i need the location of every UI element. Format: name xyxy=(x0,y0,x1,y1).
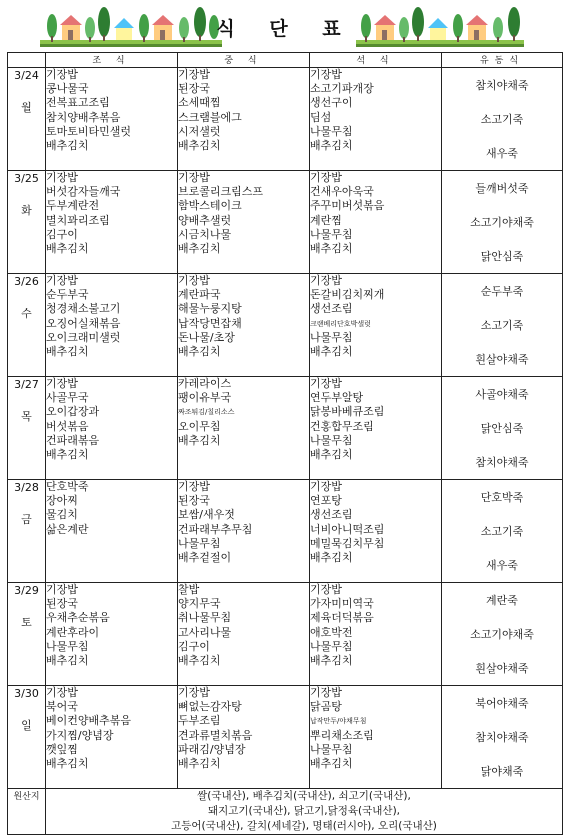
porridge-cell xyxy=(442,171,563,274)
menu-item: 가자미미역국 xyxy=(310,597,374,611)
menu-item: 오이크래미샐럿 xyxy=(46,330,121,344)
porridge-item: 소고기죽 xyxy=(480,319,524,332)
date-label: 3/30 xyxy=(14,687,39,700)
menu-item: 해물누룽지탕 xyxy=(178,302,242,316)
day-cell xyxy=(8,686,46,789)
menu-item: 소세때찜 xyxy=(178,96,221,110)
weekday-label: 화 xyxy=(21,204,32,217)
porridge-item: 소고기죽 xyxy=(480,113,524,126)
porridge-item: 참치야채죽 xyxy=(475,456,529,469)
porridge-cell xyxy=(442,686,563,789)
menu-item: 삶은계란 xyxy=(46,522,89,536)
menu-item: 찰밥 xyxy=(178,583,200,596)
lunch-cell xyxy=(178,171,310,274)
header-lunch: 중 식 xyxy=(178,53,310,68)
menu-item: 배추김치 xyxy=(46,654,89,668)
date-label: 3/24 xyxy=(14,69,39,82)
porridge-item: 소고기야채죽 xyxy=(470,628,534,641)
menu-item: 뿌리채소조림 xyxy=(310,728,374,742)
menu-item: 기장밥 xyxy=(46,171,78,184)
menu-item: 양지무국 xyxy=(178,597,221,611)
menu-item: 견과류멸치볶음 xyxy=(178,728,253,742)
menu-item: 토마토비타민샐럿 xyxy=(46,124,132,138)
menu-item: 배추김치 xyxy=(310,242,353,256)
lunch-cell xyxy=(178,68,310,171)
menu-item: 배추김치 xyxy=(178,345,221,359)
menu-item: 건새우아욱국 xyxy=(310,185,374,199)
porridge-cell xyxy=(442,68,563,171)
menu-item: 기장밥 xyxy=(310,583,342,596)
porridge-item: 닭야채죽 xyxy=(480,765,524,778)
weekday-label: 토 xyxy=(21,616,32,629)
day-cell xyxy=(8,274,46,377)
meal-table xyxy=(7,52,563,835)
date-label: 3/25 xyxy=(14,172,39,185)
menu-item: 버섯감자들깨국 xyxy=(46,185,121,199)
porridge-item: 북어야채죽 xyxy=(475,697,529,710)
menu-item: 우채추순볶음 xyxy=(46,611,110,625)
menu-item: 제육더덕볶음 xyxy=(310,611,374,625)
menu-item: 납작만두/야채무침 xyxy=(310,717,367,726)
day-cell xyxy=(8,171,46,274)
menu-item: 배추김치 xyxy=(46,448,89,462)
menu-item: 기장밥 xyxy=(46,583,78,596)
menu-item: 배추김치 xyxy=(178,242,221,256)
header-breakfast: 조 식 xyxy=(46,53,178,68)
menu-item: 계란후라이 xyxy=(46,625,100,639)
menu-item: 나물무침 xyxy=(310,639,353,653)
menu-item: 기장밥 xyxy=(310,68,342,81)
menu-item: 기장밥 xyxy=(178,686,210,699)
date-label: 3/26 xyxy=(14,275,39,288)
dinner-cell xyxy=(310,583,442,686)
menu-item: 메밀묵김치무침 xyxy=(310,536,385,550)
menu-item: 콩나물국 xyxy=(46,82,89,96)
menu-item: 멸치꽈리조림 xyxy=(46,213,110,227)
menu-item: 북어국 xyxy=(46,700,78,714)
breakfast-cell xyxy=(46,583,178,686)
menu-item: 건홍합무조림 xyxy=(310,419,374,433)
lunch-cell xyxy=(178,274,310,377)
menu-item: 버섯볶음 xyxy=(46,419,89,433)
menu-item: 가지찜/양념장 xyxy=(46,728,114,742)
origin-line: 고등어(국내산), 갈치(세네갈), 명태(러시아), 오리(국내산) xyxy=(171,820,437,832)
menu-item: 물김치 xyxy=(46,508,78,522)
table-row xyxy=(8,480,563,583)
menu-item: 배추김치 xyxy=(46,242,89,256)
menu-item: 오이갑장과 xyxy=(46,405,100,419)
menu-item: 소고기파개장 xyxy=(310,82,374,96)
menu-item: 기장밥 xyxy=(178,68,210,81)
menu-item: 연두부알탕 xyxy=(310,391,364,405)
origin-label: 원산지 xyxy=(8,789,46,835)
menu-item: 배추김치 xyxy=(310,345,353,359)
menu-item: 시금치나물 xyxy=(178,227,232,241)
header-porridge: 유동식 xyxy=(442,53,563,68)
breakfast-cell xyxy=(46,171,178,274)
porridge-item: 참치야채죽 xyxy=(475,731,529,744)
porridge-item: 새우죽 xyxy=(486,559,518,572)
menu-item: 고사리나물 xyxy=(178,625,232,639)
porridge-item: 계란죽 xyxy=(486,594,518,607)
porridge-item: 소고기야채죽 xyxy=(470,216,534,229)
weekday-label: 목 xyxy=(21,410,32,423)
breakfast-cell xyxy=(46,480,178,583)
lunch-cell xyxy=(178,480,310,583)
menu-item: 단호박죽 xyxy=(46,480,89,493)
menu-item: 배추김치 xyxy=(46,139,89,153)
porridge-item: 닭안심죽 xyxy=(480,250,524,263)
menu-item: 기장밥 xyxy=(178,274,210,287)
menu-item: 납작당면잡채 xyxy=(178,316,242,330)
porridge-item: 들깨버섯죽 xyxy=(475,182,529,195)
menu-item: 카레라이스 xyxy=(178,377,232,390)
menu-item: 기장밥 xyxy=(310,686,342,699)
menu-item: 애호박전 xyxy=(310,625,353,639)
weekday-label: 일 xyxy=(21,719,32,732)
menu-item: 스크램블에그 xyxy=(178,110,242,124)
table-row xyxy=(8,274,563,377)
menu-item: 취나물무침 xyxy=(178,611,232,625)
origin-line: 쌀(국내산), 배추김치(국내산), 쇠고기(국내산), xyxy=(197,790,411,802)
dinner-cell xyxy=(310,274,442,377)
menu-item: 나물무침 xyxy=(178,536,221,550)
origin-text xyxy=(46,789,563,835)
origin-row xyxy=(8,789,563,835)
menu-item: 된장국 xyxy=(178,494,210,508)
menu-item: 배추김치 xyxy=(178,139,221,153)
weekday-label: 금 xyxy=(21,513,32,526)
menu-item: 건파래볶음 xyxy=(46,433,100,447)
porridge-cell xyxy=(442,377,563,480)
breakfast-cell xyxy=(46,274,178,377)
menu-item: 생선구이 xyxy=(310,96,353,110)
porridge-item: 단호박죽 xyxy=(480,491,524,504)
menu-item: 김구이 xyxy=(178,639,210,653)
menu-item: 두부조림 xyxy=(178,714,221,728)
date-label: 3/29 xyxy=(14,584,39,597)
lunch-cell xyxy=(178,377,310,480)
menu-item: 된장국 xyxy=(46,597,78,611)
menu-item: 사골무국 xyxy=(46,391,89,405)
breakfast-cell xyxy=(46,377,178,480)
menu-item: 배추김치 xyxy=(178,654,221,668)
menu-item: 기장밥 xyxy=(310,274,342,287)
menu-item: 크랜베리단호박샐럿 xyxy=(310,319,371,328)
menu-item: 배추겉절이 xyxy=(178,551,232,565)
menu-item: 베이컨양배추볶음 xyxy=(46,714,132,728)
table-header-row xyxy=(8,53,563,68)
menu-item: 시저샐럿 xyxy=(178,124,221,138)
dinner-cell xyxy=(310,68,442,171)
table-body xyxy=(8,68,563,835)
menu-item: 짜조튀김/칠리소스 xyxy=(178,408,235,417)
menu-item: 돈나물/초장 xyxy=(178,330,235,344)
menu-item: 배추김치 xyxy=(178,757,221,771)
menu-item: 딤섬 xyxy=(310,110,332,124)
menu-item: 뼈없는감자탕 xyxy=(178,700,242,714)
menu-item: 나물무침 xyxy=(310,227,353,241)
menu-item: 배추김치 xyxy=(46,757,89,771)
menu-item: 나물무침 xyxy=(310,330,353,344)
menu-item: 생선조림 xyxy=(310,508,353,522)
menu-item: 청경채소불고기 xyxy=(46,302,121,316)
menu-item: 배추김치 xyxy=(310,654,353,668)
porridge-cell xyxy=(442,480,563,583)
breakfast-cell xyxy=(46,686,178,789)
menu-item: 배추김치 xyxy=(310,139,353,153)
dinner-cell xyxy=(310,377,442,480)
header-day xyxy=(8,53,46,68)
porridge-item: 사골야채죽 xyxy=(475,388,529,401)
menu-item: 배추김치 xyxy=(310,448,353,462)
menu-item: 함박스테이크 xyxy=(178,199,242,213)
weekday-label: 월 xyxy=(21,101,32,114)
menu-item: 참치양배추볶음 xyxy=(46,110,121,124)
porridge-cell xyxy=(442,583,563,686)
menu-item: 순두부국 xyxy=(46,288,89,302)
menu-item: 브로콜리크림스프 xyxy=(178,185,264,199)
table-row xyxy=(8,171,563,274)
menu-item: 오징어실채볶음 xyxy=(46,316,121,330)
porridge-cell xyxy=(442,274,563,377)
table-row xyxy=(8,377,563,480)
dinner-cell xyxy=(310,686,442,789)
menu-item: 팽이유부국 xyxy=(178,391,232,405)
menu-item: 배추김치 xyxy=(46,345,89,359)
menu-item: 양배추샐럿 xyxy=(178,213,232,227)
menu-item: 나물무침 xyxy=(310,433,353,447)
menu-item: 장아찌 xyxy=(46,494,78,508)
menu-item: 너비아니떡조림 xyxy=(310,522,385,536)
weekday-label: 수 xyxy=(21,307,32,320)
day-cell xyxy=(8,68,46,171)
menu-item: 전복표고조림 xyxy=(46,96,110,110)
porridge-item: 흰살야채죽 xyxy=(475,353,529,366)
menu-item: 김구이 xyxy=(46,227,78,241)
menu-item: 된장국 xyxy=(178,82,210,96)
origin-line: 돼지고기(국내산), 닭고기,닭정육(국내산), xyxy=(207,805,401,817)
table-row xyxy=(8,686,563,789)
menu-item: 기장밥 xyxy=(310,480,342,493)
menu-item: 기장밥 xyxy=(46,377,78,390)
menu-item: 돈갈비김치찌개 xyxy=(310,288,385,302)
menu-item: 연포탕 xyxy=(310,494,342,508)
page-header xyxy=(0,0,571,52)
porridge-item: 흰살야채죽 xyxy=(475,662,529,675)
menu-item: 나물무침 xyxy=(46,639,89,653)
day-cell xyxy=(8,480,46,583)
lunch-cell xyxy=(178,686,310,789)
day-cell xyxy=(8,583,46,686)
menu-item: 배추김치 xyxy=(310,757,353,771)
date-label: 3/27 xyxy=(14,378,39,391)
day-cell xyxy=(8,377,46,480)
menu-item: 기장밥 xyxy=(46,274,78,287)
breakfast-cell xyxy=(46,68,178,171)
menu-item: 두부계란전 xyxy=(46,199,100,213)
porridge-item: 소고기죽 xyxy=(480,525,524,538)
menu-item: 깻잎찜 xyxy=(46,742,78,756)
menu-item: 배추김치 xyxy=(178,433,221,447)
lunch-cell xyxy=(178,583,310,686)
porridge-item: 새우죽 xyxy=(486,147,518,160)
menu-item: 건파래부추무침 xyxy=(178,522,253,536)
menu-item: 오이무침 xyxy=(178,419,221,433)
menu-item: 배추김치 xyxy=(310,551,353,565)
porridge-item: 닭안심죽 xyxy=(480,422,524,435)
menu-item: 기장밥 xyxy=(46,686,78,699)
porridge-item: 참치야채죽 xyxy=(475,79,529,92)
page-title: 식 단 표 xyxy=(216,18,355,40)
menu-item: 계란찜 xyxy=(310,213,342,227)
menu-item: 기장밥 xyxy=(46,68,78,81)
menu-item: 파래김/양념장 xyxy=(178,742,246,756)
menu-item: 생선조림 xyxy=(310,302,353,316)
porridge-item: 순두부죽 xyxy=(480,285,524,298)
menu-item: 닭봉바베큐조림 xyxy=(310,405,385,419)
table-row xyxy=(8,68,563,171)
date-label: 3/28 xyxy=(14,481,39,494)
menu-item: 기장밥 xyxy=(178,480,210,493)
menu-item: 기장밥 xyxy=(310,171,342,184)
menu-item: 나물무침 xyxy=(310,742,353,756)
header-dinner: 석 식 xyxy=(310,53,442,68)
menu-item: 기장밥 xyxy=(178,171,210,184)
dinner-cell xyxy=(310,480,442,583)
menu-item: 나물무침 xyxy=(310,124,353,138)
menu-item: 계란파국 xyxy=(178,288,221,302)
menu-item: 주꾸미버섯볶음 xyxy=(310,199,385,213)
menu-item: 보쌈/새우젓 xyxy=(178,508,235,522)
table-row xyxy=(8,583,563,686)
dinner-cell xyxy=(310,171,442,274)
menu-item: 기장밥 xyxy=(310,377,342,390)
menu-item: 닭곰탕 xyxy=(310,700,342,714)
